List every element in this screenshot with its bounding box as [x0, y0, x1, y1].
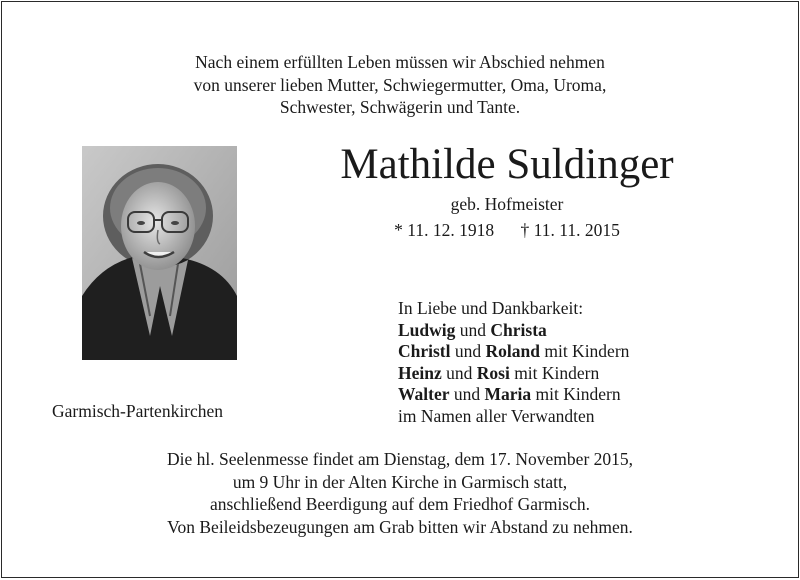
- maiden-name: geb. Hofmeister: [450, 194, 564, 214]
- service-text: [2, 448, 798, 538]
- mourners-closing: im Namen aller Verwandten: [398, 405, 595, 426]
- mourners-block: [398, 298, 629, 427]
- mourner-suffix: mit Kindern: [544, 341, 630, 361]
- mourner-name: Roland: [485, 341, 540, 361]
- conjunction: und: [459, 319, 487, 340]
- birth-date: * 11. 12. 1918: [394, 220, 495, 240]
- mourners-heading: In Liebe und Dankbarkeit:: [398, 298, 584, 318]
- conjunction: und: [454, 341, 482, 361]
- obituary-notice: [1, 1, 799, 578]
- mourner-name: Maria: [484, 384, 532, 404]
- portrait-photo: [82, 146, 237, 360]
- mourner-name: Walter: [398, 384, 450, 404]
- service-line: anschließend Beerdigung auf dem Friedhof Garmisch.: [209, 494, 591, 514]
- mourner-name: Christa: [490, 319, 547, 340]
- mourner-name: Christl: [398, 341, 451, 361]
- deceased-name: Mathilde Suldinger: [340, 141, 674, 188]
- mourner-name: Ludwig: [398, 319, 456, 340]
- intro-line: Schwester, Schwägerin und Tante.: [279, 97, 521, 117]
- service-line: Von Beileidsbezeugungen am Grab bitten wir Abstand zu nehmen.: [167, 516, 633, 537]
- conjunction: und: [446, 362, 473, 383]
- place-name: Garmisch-Partenkirchen: [52, 401, 224, 421]
- mourner-row: [398, 320, 629, 342]
- intro-text: [2, 51, 798, 119]
- death-date: † 11. 11. 2015: [520, 220, 620, 240]
- service-line: um 9 Uhr in der Alten Kirche in Garmisch statt,: [232, 471, 568, 492]
- conjunction: und: [453, 384, 481, 404]
- intro-line: Nach einem erfüllten Leben müssen wir Abschied nehmen: [195, 52, 605, 72]
- intro-line: von unserer lieben Mutter, Schwiegermutter, Oma, Uroma,: [193, 74, 607, 95]
- service-line: Die hl. Seelenmesse findet am Dienstag, dem 17. November 2015,: [166, 449, 634, 469]
- mourner-row: [398, 384, 629, 406]
- mourner-row: [398, 363, 629, 385]
- mourner-row: [398, 341, 629, 363]
- mourner-suffix: mit Kindern: [514, 362, 600, 383]
- mourner-suffix: mit Kindern: [535, 384, 621, 404]
- life-dates: [302, 219, 712, 241]
- mourner-name: Rosi: [476, 362, 510, 383]
- mourner-name: Heinz: [398, 362, 442, 383]
